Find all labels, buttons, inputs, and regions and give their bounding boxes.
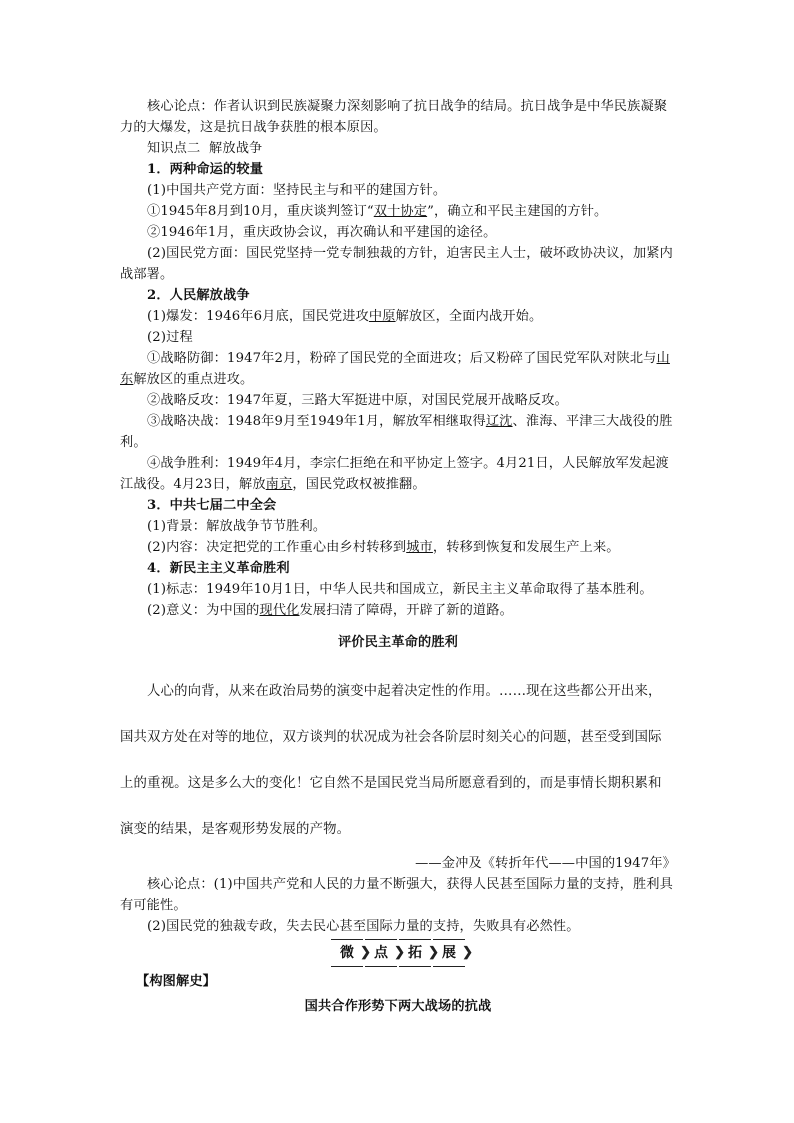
paragraph: ②战略反攻：1947年夏，三路大军挺进中原，对国民党展开战略反攻。 xyxy=(147,393,568,408)
quote-line: 人心的向背，从来在政治局势的演变中起着决定性的作用。……现在这些都公开出来， xyxy=(147,684,662,699)
paragraph: (1)爆发：1946年6月底，国民党进攻中原解放区，全面内战开始。 xyxy=(147,309,543,324)
banner-char: ❯ 点 xyxy=(365,939,397,967)
goutu-label: 【构图解史】 xyxy=(136,974,217,989)
core-argument-1: 核心论点：作者认识到民族凝聚力深刻影响了抗日战争的结局。抗日战争是中华民族凝聚力的大爆发，这是抗日战争获胜的根本原因。 xyxy=(120,99,668,135)
underlined-term: 现代化 xyxy=(259,603,300,618)
paragraph: (1)标志：1949年10月1日，中华人民共和国成立，新民主主义革命取得了基本胜利。 xyxy=(147,582,653,597)
core-argument-3: (2)国民党的独裁专政，失去民心甚至国际力量的支持，失败具有必然性。 xyxy=(147,919,580,934)
quote-source: ——金冲及《转折年代——中国的1947年》 xyxy=(415,856,676,871)
quotation-block xyxy=(120,669,676,853)
subheading-4: 4．新民主主义革命胜利 xyxy=(147,561,290,576)
paragraph: (2)意义：为中国的现代化发展扫清了障碍，开辟了新的道路。 xyxy=(147,603,513,618)
underlined-term: 辽沈 xyxy=(485,414,513,429)
quote-line: 国共双方处在对等的地位，双方谈判的状况成为社会各阶层时刻关心的问题，甚至受到国际 xyxy=(120,730,662,745)
paragraph: (2)过程 xyxy=(147,330,193,345)
paragraph: ①战略防御：1947年2月，粉碎了国民党的全面进攻；后又粉碎了国民党军队对陕北与山东解放区的重点进攻。 xyxy=(120,351,670,387)
underlined-term: 双十协定 xyxy=(373,204,428,219)
document-page xyxy=(120,96,676,1017)
underlined-term: 南京 xyxy=(265,477,293,492)
core-argument-2: 核心论点：(1)中国共产党和人民的力量不断强大，获得人民甚至国际力量的支持，胜利具有可能性。 xyxy=(120,877,673,913)
paragraph: (2)国民党方面：国民党坚持一党专制独裁的方针，迫害民主人士，破坏政协决议，加紧内战部署。 xyxy=(120,246,673,282)
knowledge-point-heading: 知识点二 解放战争 xyxy=(147,141,263,156)
paragraph: ②1946年1月，重庆政协会议，再次确认和平建国的途径。 xyxy=(147,225,497,240)
banner-char: ❯ 微 xyxy=(331,939,363,967)
banner-char: ❯ 展 xyxy=(433,939,465,967)
paragraph: (2)内容：决定把党的工作重心由乡村转移到城市，转移到恢复和发展生产上来。 xyxy=(147,540,620,555)
paragraph: ③战略决战：1948年9月至1949年1月，解放军相继取得辽沈、淮海、平津三大战役的胜利。 xyxy=(120,414,673,450)
quote-line: 上的重视。这是多么大的变化！它自然不是国民党当局所愿意看到的，而是事情长期积累和 xyxy=(120,776,662,791)
final-title: 国共合作形势下两大战场的抗战 xyxy=(304,999,492,1014)
section-title: 评价民主革命的胜利 xyxy=(337,635,459,650)
paragraph: (1)背景：解放战争节节胜利。 xyxy=(147,519,327,534)
paragraph: (1)中国共产党方面：坚持民主与和平的建国方针。 xyxy=(147,183,447,198)
banner-char: ❯ 拓 xyxy=(399,939,431,967)
micro-point-banner xyxy=(120,939,676,967)
subheading-2: 2．人民解放战争 xyxy=(147,288,250,303)
underlined-term: 城市 xyxy=(406,540,433,555)
subheading-3: 3．中共七届二中全会 xyxy=(147,498,277,513)
underlined-term: 山东 xyxy=(120,351,670,387)
quote-line: 演变的结果，是客观形势发展的产物。 xyxy=(120,822,351,837)
paragraph: ④战争胜利：1949年4月，李宗仁拒绝在和平协定上签字。4月21日，人民解放军发起渡江战役。4月23日，解放南京，国民党政权被推翻。 xyxy=(120,456,669,492)
underlined-term: 中原 xyxy=(368,309,396,324)
paragraph: ①1945年8月到10月，重庆谈判签订“双十协定”，确立和平民主建国的方针。 xyxy=(147,204,608,219)
subheading-1: 1．两种命运的较量 xyxy=(147,162,264,177)
